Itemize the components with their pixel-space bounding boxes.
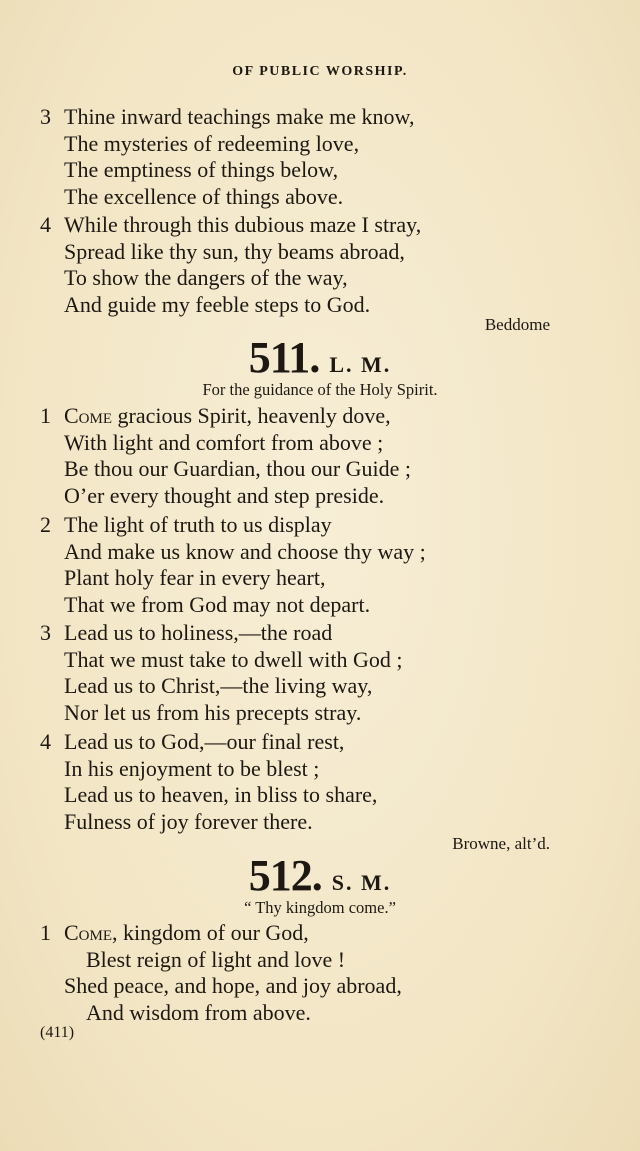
stanza-number: 4	[40, 212, 51, 237]
verse-line: To show the dangers of the way,	[64, 265, 348, 290]
verse-line: And guide my feeble steps to God.	[64, 291, 371, 317]
verse-line: In his enjoyment to be blest ;	[64, 755, 320, 781]
stanza-510-3	[40, 104, 600, 210]
verse-line: Lead us to God,—our final rest,	[64, 729, 345, 754]
verse-line: Lead us to Christ,—the living way,	[64, 673, 373, 698]
stanza-510-4	[40, 212, 600, 318]
author-attribution: Beddome	[484, 315, 550, 334]
stanza-512-1	[40, 920, 600, 1026]
hymn-number: 511	[248, 333, 310, 382]
stanza-number: 3	[40, 104, 51, 129]
author-attribution: Browne, alt’d.	[452, 834, 550, 853]
verse-line: The light of truth to us display	[64, 512, 332, 537]
hymn-subtitle: For the guidance of the Holy Spirit.	[202, 380, 438, 399]
hymn-subtitle: “ Thy kingdom come.”	[244, 898, 396, 917]
stanza-number: 4	[40, 729, 51, 754]
stanza-511-3	[40, 620, 600, 726]
verse-line: O’er every thought and step preside.	[64, 482, 385, 508]
stanza-511-2	[40, 512, 600, 618]
hymn-number: 512	[248, 851, 312, 900]
verse-line: Nor let us from his precepts stray.	[64, 699, 362, 725]
stanza-number: 1	[40, 403, 51, 428]
verse-line: Blest reign of light and love !	[86, 946, 346, 972]
stanza-number: 3	[40, 620, 51, 645]
hymn-heading-511: 511. L. M.	[248, 333, 392, 382]
verse-line: The excellence of things above.	[64, 183, 344, 209]
stanza-511-1	[40, 403, 600, 509]
page-number: (411)	[40, 1024, 75, 1041]
hymn-heading-512: 512. S. M.	[248, 851, 392, 900]
stanza-number: 2	[40, 512, 51, 537]
hymn-meter: S. M.	[331, 870, 392, 895]
verse-line: , kingdom of our God,	[112, 920, 309, 945]
verse-line: Lead us to holiness,—the road	[64, 620, 333, 645]
verse-line: With light and comfort from above ;	[64, 429, 384, 455]
verse-line: While through this dubious maze I stray,	[64, 212, 422, 237]
verse-line: Shed peace, and hope, and joy abroad,	[64, 973, 402, 998]
verse-line: Fulness of joy forever there.	[64, 808, 313, 834]
stanza-511-4	[40, 729, 600, 835]
verse-line: And wisdom from above.	[86, 999, 311, 1025]
verse-line: Lead us to heaven, in bliss to share,	[64, 782, 378, 807]
first-word: Come	[64, 403, 113, 428]
verse-line: That we must take to dwell with God ;	[64, 646, 403, 672]
hymn-meter: L. M.	[329, 352, 392, 377]
verse-line: The mysteries of redeeming love,	[64, 130, 360, 156]
first-word: Come	[64, 920, 113, 945]
verse-line: That we from God may not depart.	[64, 591, 371, 617]
running-head: OF PUBLIC WORSHIP.	[232, 64, 408, 79]
verse-line: Be thou our Guardian, thou our Guide ;	[64, 456, 412, 481]
verse-line: gracious Spirit, heavenly dove,	[112, 403, 391, 428]
verse-line: Spread like thy sun, thy beams abroad,	[64, 238, 405, 264]
verse-line: The emptiness of things below,	[64, 157, 339, 182]
verse-line: And make us know and choose thy way ;	[64, 538, 426, 564]
stanza-number: 1	[40, 920, 51, 945]
verse-line: Thine inward teachings make me know,	[64, 104, 415, 129]
verse-line: Plant holy fear in every heart,	[64, 565, 326, 590]
